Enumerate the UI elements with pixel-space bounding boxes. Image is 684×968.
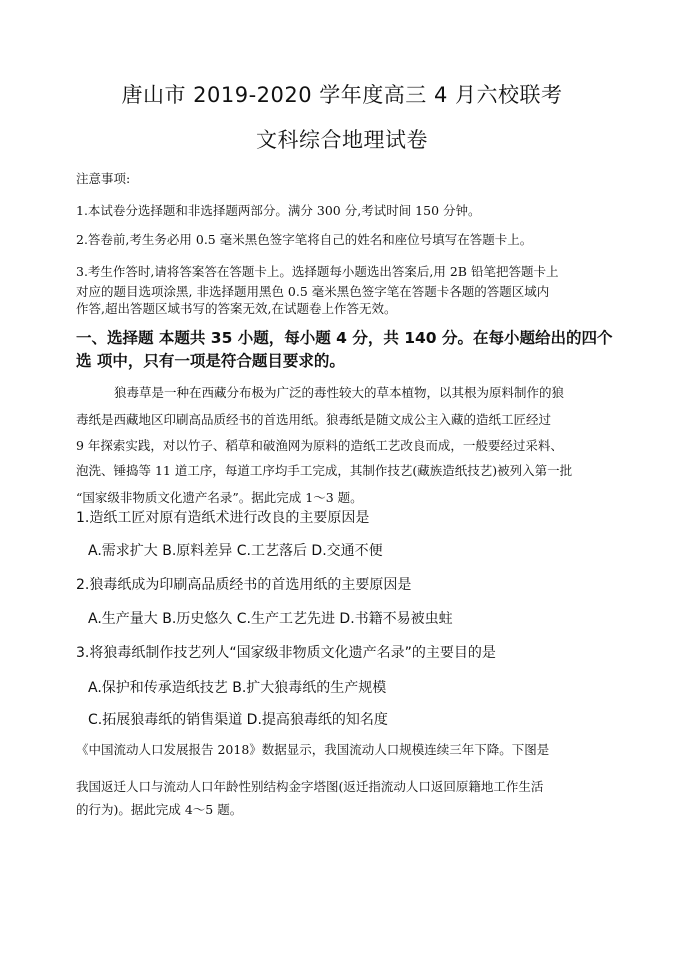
notice-item-3-line-1: 3.考生作答时,请将答案答在答题卡上。选择题每小题选出答案后,用 2B 铅笔把答题卡上 (76, 264, 559, 279)
passage-1-line-1: 狼毒草是一种在西藏分布极为广泛的毒性较大的草本植物，以其根为原料制作的狼 (114, 385, 565, 400)
passage-2-line-2: 我国返迁人口与流动人口年龄性别结构金字塔图(返迁指流动人口返回原籍地工作生活 (76, 779, 544, 794)
question-1: 1.造纸工匠对原有造纸术进行改良的主要原因是 (76, 510, 370, 526)
section-heading-line-2: 选 项中，只有一项是符合题目要求的。 (76, 352, 345, 370)
notice-item-3-line-3: 作答,超出答题区域书写的答案无效,在试题卷上作答无效。 (76, 301, 397, 316)
question-3: 3.将狼毒纸制作技艺列人“国家级非物质文化遗产名录”的主要目的是 (76, 645, 496, 661)
passage-2-line-1: 《中国流动人口发展报告 2018》数据显示，我国流动人口规模连续三年下降。下图是 (76, 742, 550, 757)
page-title: 唐山市 2019-2020 学年度高三 4 月六校联考 (121, 83, 563, 107)
notice-item-2: 2.答卷前,考生务必用 0.5 毫米黑色签字笔将自己的姓名和座位号填写在答题卡上。 (76, 232, 533, 247)
question-3-options-row-2: C.拓展狼毒纸的销售渠道 D.提高狼毒纸的知名度 (88, 712, 388, 728)
passage-1-line-4: 泡洗、锤捣等 11 道工序，每道工序均手工完成，其制作技艺(藏族造纸技艺)被列入第一批 (76, 463, 573, 478)
notice-item-3-line-2: 对应的题目选项涂黑, 非选择题用黑色 0.5 毫米黑色签字笔在答题卡各题的答题区域内 (76, 284, 550, 299)
passage-1-line-2: 毒纸是西藏地区印刷高品质经书的首选用纸。狼毒纸是随文成公主入藏的造纸工匠经过 (76, 412, 552, 427)
passage-1-line-5: “国家级非物质文化遗产名录”。据此完成 1～3 题。 (76, 490, 363, 505)
page-subtitle: 文科综合地理试卷 (256, 128, 428, 152)
notice-item-1: 1.本试卷分选择题和非选择题两部分。满分 300 分,考试时间 150 分钟。 (76, 203, 481, 218)
question-3-options-row-1: A.保护和传承造纸技艺 B.扩大狼毒纸的生产规模 (88, 680, 387, 696)
passage-1-line-3: 9 年探索实践，对以竹子、稻草和破渔网为原料的造纸工艺改良而成，一般要经过采料、 (76, 438, 563, 453)
passage-2-line-3: 的行为)。据此完成 4～5 题。 (76, 802, 243, 817)
question-2-options: A.生产量大 B.历史悠久 C.生产工艺先进 D.书籍不易被虫蛀 (88, 611, 453, 627)
notice-heading: 注意事项: (76, 171, 131, 186)
question-1-options: A.需求扩大 B.原料差异 C.工艺落后 D.交通不便 (88, 543, 383, 559)
question-2: 2.狼毒纸成为印刷高品质经书的首选用纸的主要原因是 (76, 577, 412, 593)
section-heading-line-1: 一、选择题 本题共 35 小题，每小题 4 分，共 140 分。在每小题给出的四个 (76, 329, 613, 347)
